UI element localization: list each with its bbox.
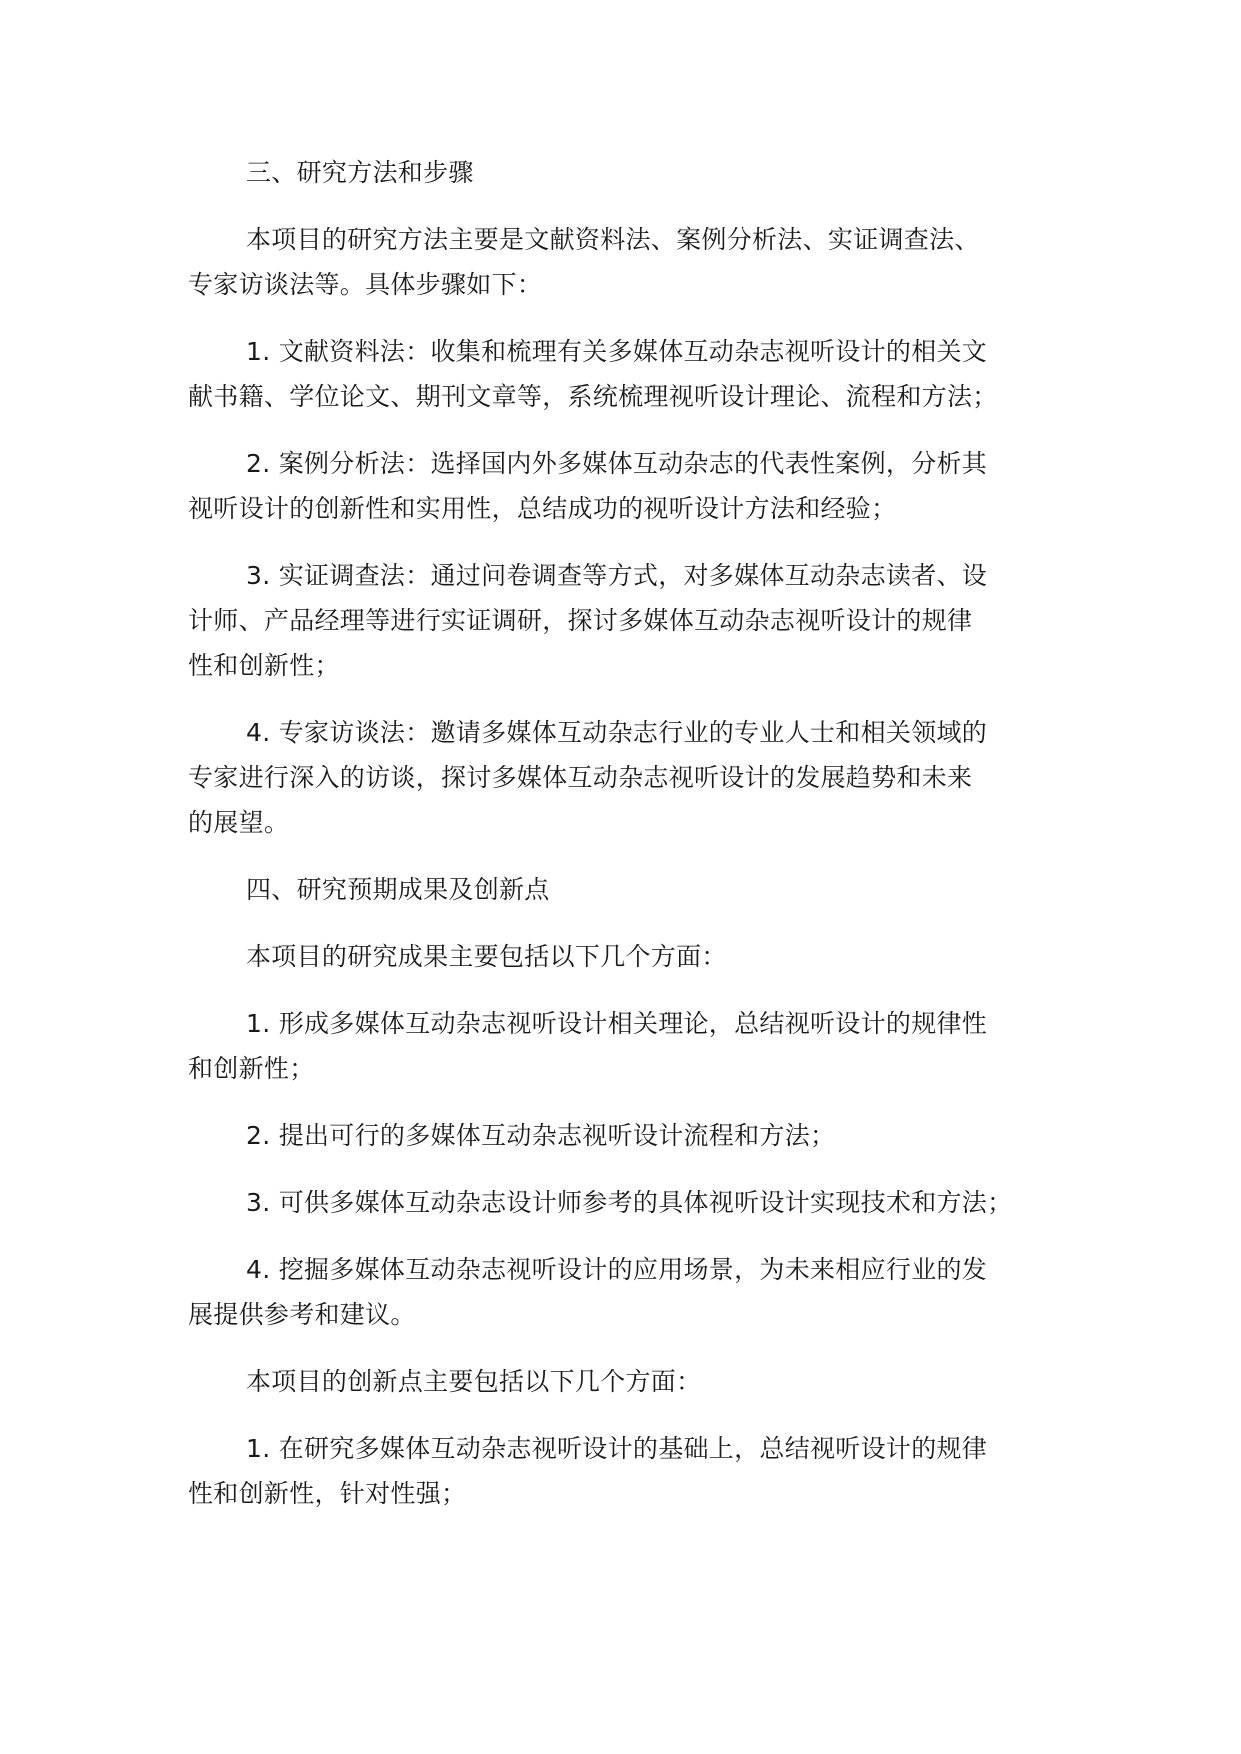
text-line: 和创新性；: [188, 1054, 315, 1083]
text-line: 4. 专家访谈法：邀请多媒体互动杂志行业的专业人士和相关领域的: [246, 718, 988, 747]
text-line: 的展望。: [188, 808, 290, 837]
section-heading-outcomes: [188, 867, 1088, 912]
document-body: [188, 150, 1088, 1538]
text-line: 1. 形成多媒体互动杂志视听设计相关理论，总结视听设计的规律性: [246, 1009, 988, 1038]
text-line: 展提供参考和建议。: [188, 1300, 416, 1329]
list-item-outcome-techniques: [188, 1180, 1088, 1225]
text-line: 计师、产品经理等进行实证调研，探讨多媒体互动杂志视听设计的规律: [188, 606, 973, 635]
list-item-outcome-theory: [188, 1001, 1088, 1091]
list-item-case-analysis-method: [188, 441, 1088, 531]
text-line: 三、研究方法和步骤: [246, 158, 474, 187]
list-item-literature-method: [188, 329, 1088, 419]
list-item-innovation-1: [188, 1426, 1088, 1516]
text-line: 四、研究预期成果及创新点: [246, 875, 550, 904]
text-line: 1. 文献资料法：收集和梳理有关多媒体互动杂志视听设计的相关文: [246, 337, 988, 366]
paragraph-innovation-intro: [188, 1359, 1088, 1404]
text-line: 本项目的研究成果主要包括以下几个方面：: [246, 942, 727, 971]
list-item-survey-method: [188, 553, 1088, 688]
paragraph-outcomes-intro: [188, 934, 1088, 979]
paragraph-methods-intro: [188, 217, 1088, 307]
text-line: 专家进行深入的访谈，探讨多媒体互动杂志视听设计的发展趋势和未来: [188, 763, 973, 792]
text-line: 1. 在研究多媒体互动杂志视听设计的基础上，总结视听设计的规律: [246, 1434, 988, 1463]
text-line: 3. 可供多媒体互动杂志设计师参考的具体视听设计实现技术和方法；: [246, 1188, 1013, 1217]
text-line: 本项目的创新点主要包括以下几个方面：: [246, 1367, 702, 1396]
text-line: 视听设计的创新性和实用性，总结成功的视听设计方法和经验；: [188, 494, 897, 523]
list-item-outcome-scenarios: [188, 1247, 1088, 1337]
text-line: 2. 提出可行的多媒体互动杂志视听设计流程和方法；: [246, 1121, 836, 1150]
text-line: 献书籍、学位论文、期刊文章等，系统梳理视听设计理论、流程和方法；: [188, 382, 998, 411]
text-line: 性和创新性；: [188, 651, 340, 680]
text-line: 本项目的研究方法主要是文献资料法、案例分析法、实证调查法、: [246, 225, 980, 254]
list-item-outcome-process: [188, 1113, 1088, 1158]
text-line: 4. 挖掘多媒体互动杂志视听设计的应用场景，为未来相应行业的发: [246, 1255, 988, 1284]
text-line: 性和创新性，针对性强；: [188, 1479, 467, 1508]
list-item-expert-interview-method: [188, 710, 1088, 845]
text-line: 专家访谈法等。具体步骤如下：: [188, 270, 543, 299]
text-line: 3. 实证调查法：通过问卷调查等方式，对多媒体互动杂志读者、设: [246, 561, 988, 590]
section-heading-methods: [188, 150, 1088, 195]
text-line: 2. 案例分析法：选择国内外多媒体互动杂志的代表性案例，分析其: [246, 449, 988, 478]
